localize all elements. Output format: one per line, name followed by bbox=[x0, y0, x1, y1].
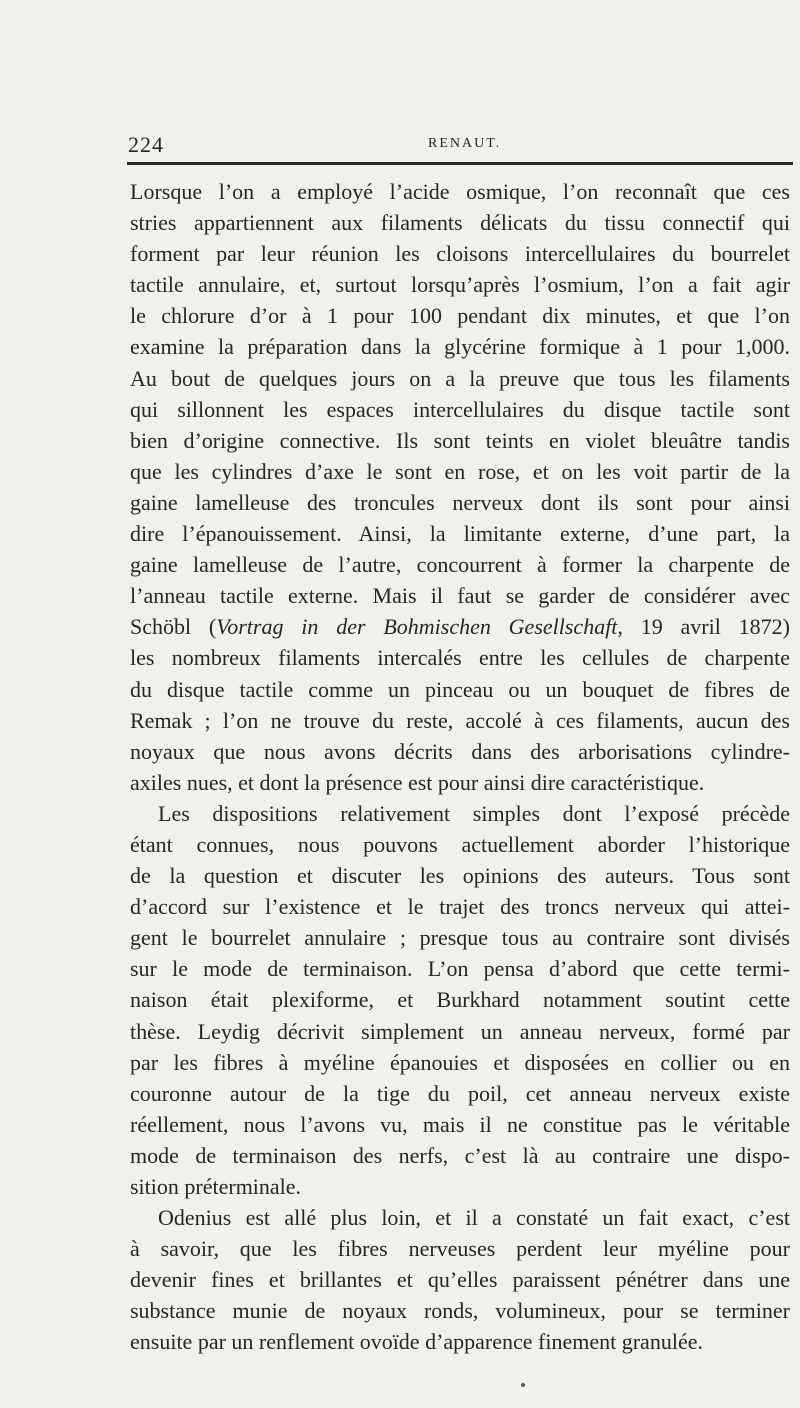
text-line: dire l’épanouissement. Ainsi, la limitante externe, d’une part, la bbox=[130, 521, 790, 547]
text-line: bien d’origine connective. Ils sont teints en violet bleuâtre tandis bbox=[130, 427, 790, 453]
text-line: qui sillonnent les espaces intercellulaires du disque tactile sont bbox=[130, 396, 790, 422]
text-line: sition préterminale. bbox=[130, 1174, 302, 1199]
text-line: par les fibres à myéline épanouies et disposées en collier ou en bbox=[130, 1049, 790, 1075]
paragraph-3 bbox=[130, 1202, 790, 1357]
text-line: noyaux que nous avons décrits dans des arborisations cylindre- bbox=[130, 738, 790, 764]
text-line: à savoir, que les fibres nerveuses perdent leur myéline pour bbox=[130, 1236, 790, 1262]
ink-speck bbox=[521, 1383, 525, 1387]
text-line: naison était plexiforme, et Burkhard notamment soutint cette bbox=[130, 987, 790, 1013]
text-line: le chlorure d’or à 1 pour 100 pendant dix minutes, et que l’on bbox=[130, 303, 790, 329]
text-line: Odenius est allé plus loin, et il a constaté un fait exact, c’est bbox=[158, 1205, 790, 1231]
text-line: tactile annulaire, et, surtout lorsqu’après l’osmium, l’on a fait agir bbox=[130, 272, 790, 298]
page-number: 224 bbox=[128, 132, 164, 157]
text-line: devenir fines et brillantes et qu’elles paraissent pénétrer dans une bbox=[130, 1267, 790, 1293]
text-line: les nombreux filaments intercalés entre les cellules de charpente bbox=[130, 645, 790, 671]
citation-suffix: 19 avril 1872) bbox=[622, 614, 790, 640]
text-line: que les cylindres d’axe le sont en rose, et on les voit partir de la bbox=[130, 458, 790, 484]
text-line: couronne autour de la tige du poil, cet anneau nerveux existe bbox=[130, 1080, 790, 1106]
text-line: Les dispositions relativement simples dont l’exposé précède bbox=[158, 800, 790, 826]
text-line: forment par leur réunion les cloisons intercellulaires du bourrelet bbox=[130, 241, 790, 267]
text-line: ensuite par un renflement ovoïde d’apparence finement granulée. bbox=[130, 1329, 703, 1355]
text-line: d’accord sur l’existence et le trajet des troncs nerveux qui attei- bbox=[130, 894, 790, 920]
citation-italic: Vortrag in der Bohmischen Gesellschaft, bbox=[216, 614, 623, 640]
text-line: gent le bourrelet annulaire ; presque tous au contraire sont divisés bbox=[130, 925, 790, 951]
text-line: l’anneau tactile externe. Mais il faut se garder de considérer avec bbox=[130, 583, 790, 609]
text-line: gaine lamelleuse de l’autre, concourrent à former la charpente de bbox=[130, 552, 790, 578]
text-line: examine la préparation dans la glycérine formique à 1 pour 1,000. bbox=[130, 334, 790, 360]
body-text bbox=[130, 176, 790, 1358]
paragraph-2 bbox=[130, 798, 790, 1202]
page-header bbox=[128, 128, 792, 156]
text-line: sur le mode de terminaison. L’on pensa d’abord que cette termi- bbox=[130, 956, 790, 982]
text-line: thèse. Leydig décrivit simplement un anneau nerveux, formé par bbox=[130, 1018, 790, 1044]
citation-prefix: Schöbl ( bbox=[130, 614, 217, 640]
text-line: réellement, nous l’avons vu, mais il ne constitue pas le véritable bbox=[130, 1111, 790, 1137]
text-line: substance munie de noyaux ronds, volumineux, pour se terminer bbox=[130, 1298, 790, 1324]
text-line: mode de terminaison des nerfs, c’est là au contraire une dispo- bbox=[130, 1142, 790, 1168]
text-line: Lorsque l’on a employé l’acide osmique, l’on reconnaît que ces bbox=[130, 179, 790, 204]
text-line: gaine lamelleuse des troncules nerveux dont ils sont pour ainsi bbox=[130, 489, 790, 515]
text-line: axiles nues, et dont la présence est pour ainsi dire caractéristique. bbox=[130, 769, 705, 795]
text-line: étant connues, nous pouvons actuellement aborder l’historique bbox=[130, 831, 790, 857]
running-head: RENAUT. bbox=[428, 136, 502, 151]
text-line: Remak ; l’on ne trouve du reste, accolé à ces filaments, aucun des bbox=[130, 707, 790, 733]
text-line: stries appartiennent aux filaments délicats du tissu connectif qui bbox=[130, 210, 790, 236]
text-line: du disque tactile comme un pinceau ou un bouquet de fibres de bbox=[130, 676, 790, 702]
paragraph-1 bbox=[130, 176, 790, 798]
text-line-with-citation bbox=[130, 611, 790, 642]
header-rule bbox=[127, 162, 793, 165]
text-line: de la question et discuter les opinions des auteurs. Tous sont bbox=[130, 863, 790, 889]
text-line: Au bout de quelques jours on a la preuve que tous les filaments bbox=[130, 365, 790, 391]
